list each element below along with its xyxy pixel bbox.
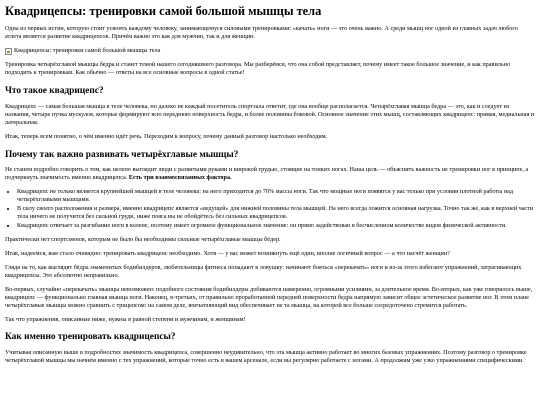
- section-heading-what-is: Что такое квадрицепс?: [5, 86, 104, 97]
- section2-paragraph-3: Итак, надеемся, вам стало очевидно: тренировать квадрицепс необходимо. Хотя — у вас может возникнуть ещё один, вполне логичный вопрос — а что насчёт женщин?: [5, 249, 450, 257]
- section2-paragraph-1-bold: Есть три взаимосвязанных фактора.: [128, 174, 232, 182]
- section2-paragraph-1: [5, 166, 535, 182]
- list-item: • Квадрицепс отвечает за разгибание ноги в колене, поэтому имеет огромное функциональное значение: он прямо задействован в бесчисленном количестве видов физической активности.: [17, 222, 535, 230]
- factors-list: [5, 188, 535, 230]
- section1-paragraph-1: Квадрицепс — самая большая мышца в теле человека, но далеко не каждый посетитель спортзала ответит, где она вообще располагается. Четырёхглавая мышца бедра — это, как и следует из названия, четыре пучка мускулов, которые формируют всю переднюю поверхность бедра, и более половины боковой. Основное значение этих мышц, составляющих квадрицепс: прямая, медиальная и латеральная.: [5, 102, 535, 126]
- lead-paragraph: Тренировка четырёхглавой мышцы бедра и станет темой нашего сегодняшнего разговора. Мы разберёмся, что она собой представляет, почему имеет такое большое значение, и как правильно подходить к тренировкам. Как обычно — ответы на все основные вопросы в одной статье!: [5, 61, 511, 77]
- article-image: [5, 47, 535, 55]
- section2-paragraph-2: Практически нет спортсменов, которым не было бы необходимы сильные четырёхглавые мышцы бёдер.: [5, 235, 281, 243]
- article-image-alt: Квадрицепсы: тренировки самой большой мышцы тела: [14, 47, 161, 55]
- intro-paragraph: Одна из первых истин, которую стоит усвоить каждому человеку, занимающемуся силовыми тренировками: «качать» ноги — это очень важно. А среди мышц ног одной из главных задач любого атлета является развитие квадрицепсов. Причём важно это как для мужчин, так и для женщин.: [5, 25, 518, 41]
- broken-image-icon: [5, 48, 12, 55]
- section2-paragraph-6: Так что упражнения, описанные ниже, нужны в равной степени и мужчинам, и женщинам!: [5, 315, 246, 323]
- section2-paragraph-4: Глядя на то, как выглядят бёдра знаменитых бодибилдеров, любительницы фитнеса попадают в ловушку: начинают бояться «перекачать» ноги и из-за этого избегают упражнений, затрагивающих квадрицепсы. Это абсолютно неправильно.: [5, 263, 522, 279]
- section1-paragraph-2: Итак, теперь всем понятно, о чём именно идёт речь. Переходим к вопросу, почему данный разговор настолько необходим.: [5, 132, 328, 140]
- list-item: • В силу своего расположения и размера, именно квадрицепс является «ведущей» для нижней половины тела мышцей. На него всегда ложится основная нагрузка. Точно так же, как в верхней части тела ничего не получится без сильной груди, ниже пояса вы не обойдётесь без сильных квадрицепсов.: [17, 205, 535, 221]
- section-heading-how-to-train: Как именно тренировать квадрицепсы?: [5, 332, 176, 343]
- section2-paragraph-5: Во-первых, случайно «перекачать» мышцы невозможно: подобного состояния бодибилдеры добиваются намеренно, огромными усилиями, за длительное время. Во-вторых, как уже говорилось выше, квадрицепс — функционально главная мышца ноги. Наконец, в-третьих, от правильно проработанной передней поверхности бедра напрямую зависит общее эстетическое развитие ног. В этом плане четырёхглавые мышцы можно сравнить с трицепсом: на самом деле, впечатляющий вид обеспечивает не та мышца, на которой все больше сосредоточено стремится работать.: [5, 285, 533, 309]
- section-heading-why-important: Почему так важно развивать четырёхглавые мышцы?: [5, 149, 239, 160]
- list-item: • Квадрицепс не только является крупнейшей мышцей в теле человека: на него приходится до 70% массы ноги. Так что мощные ноги появятся у вас только при условии плотной работы над четырёхглавыми мышцами.: [17, 188, 535, 204]
- article-title: Квадрицепсы: тренировки самой большой мышцы тела: [5, 4, 322, 18]
- section3-paragraph-1: Учитывая описанную выше в подробностях значимость квадрицепса, совершенно неудивительно, что эта мышца активно работает во многих базовых упражнениях. Поэтому разговор о тренировке четырёхглавой мышцы мы начнём именно с тех упражнений, которые точно есть в вашем арсенале, если вы регулярно работаете с ногами. А продолжим уже узко упражнениями специфическими.: [5, 349, 527, 365]
- section2-paragraph-1-text: Не станем подробно говорить о том, как нелепо выглядит люди с развитыми руками и широкой грудью, стоящие на тонких ногах. Наша цель — объяснить важность не тренировки ног в принципе, а подчеркнуть значимость именно квадрицепса.: [5, 166, 529, 182]
